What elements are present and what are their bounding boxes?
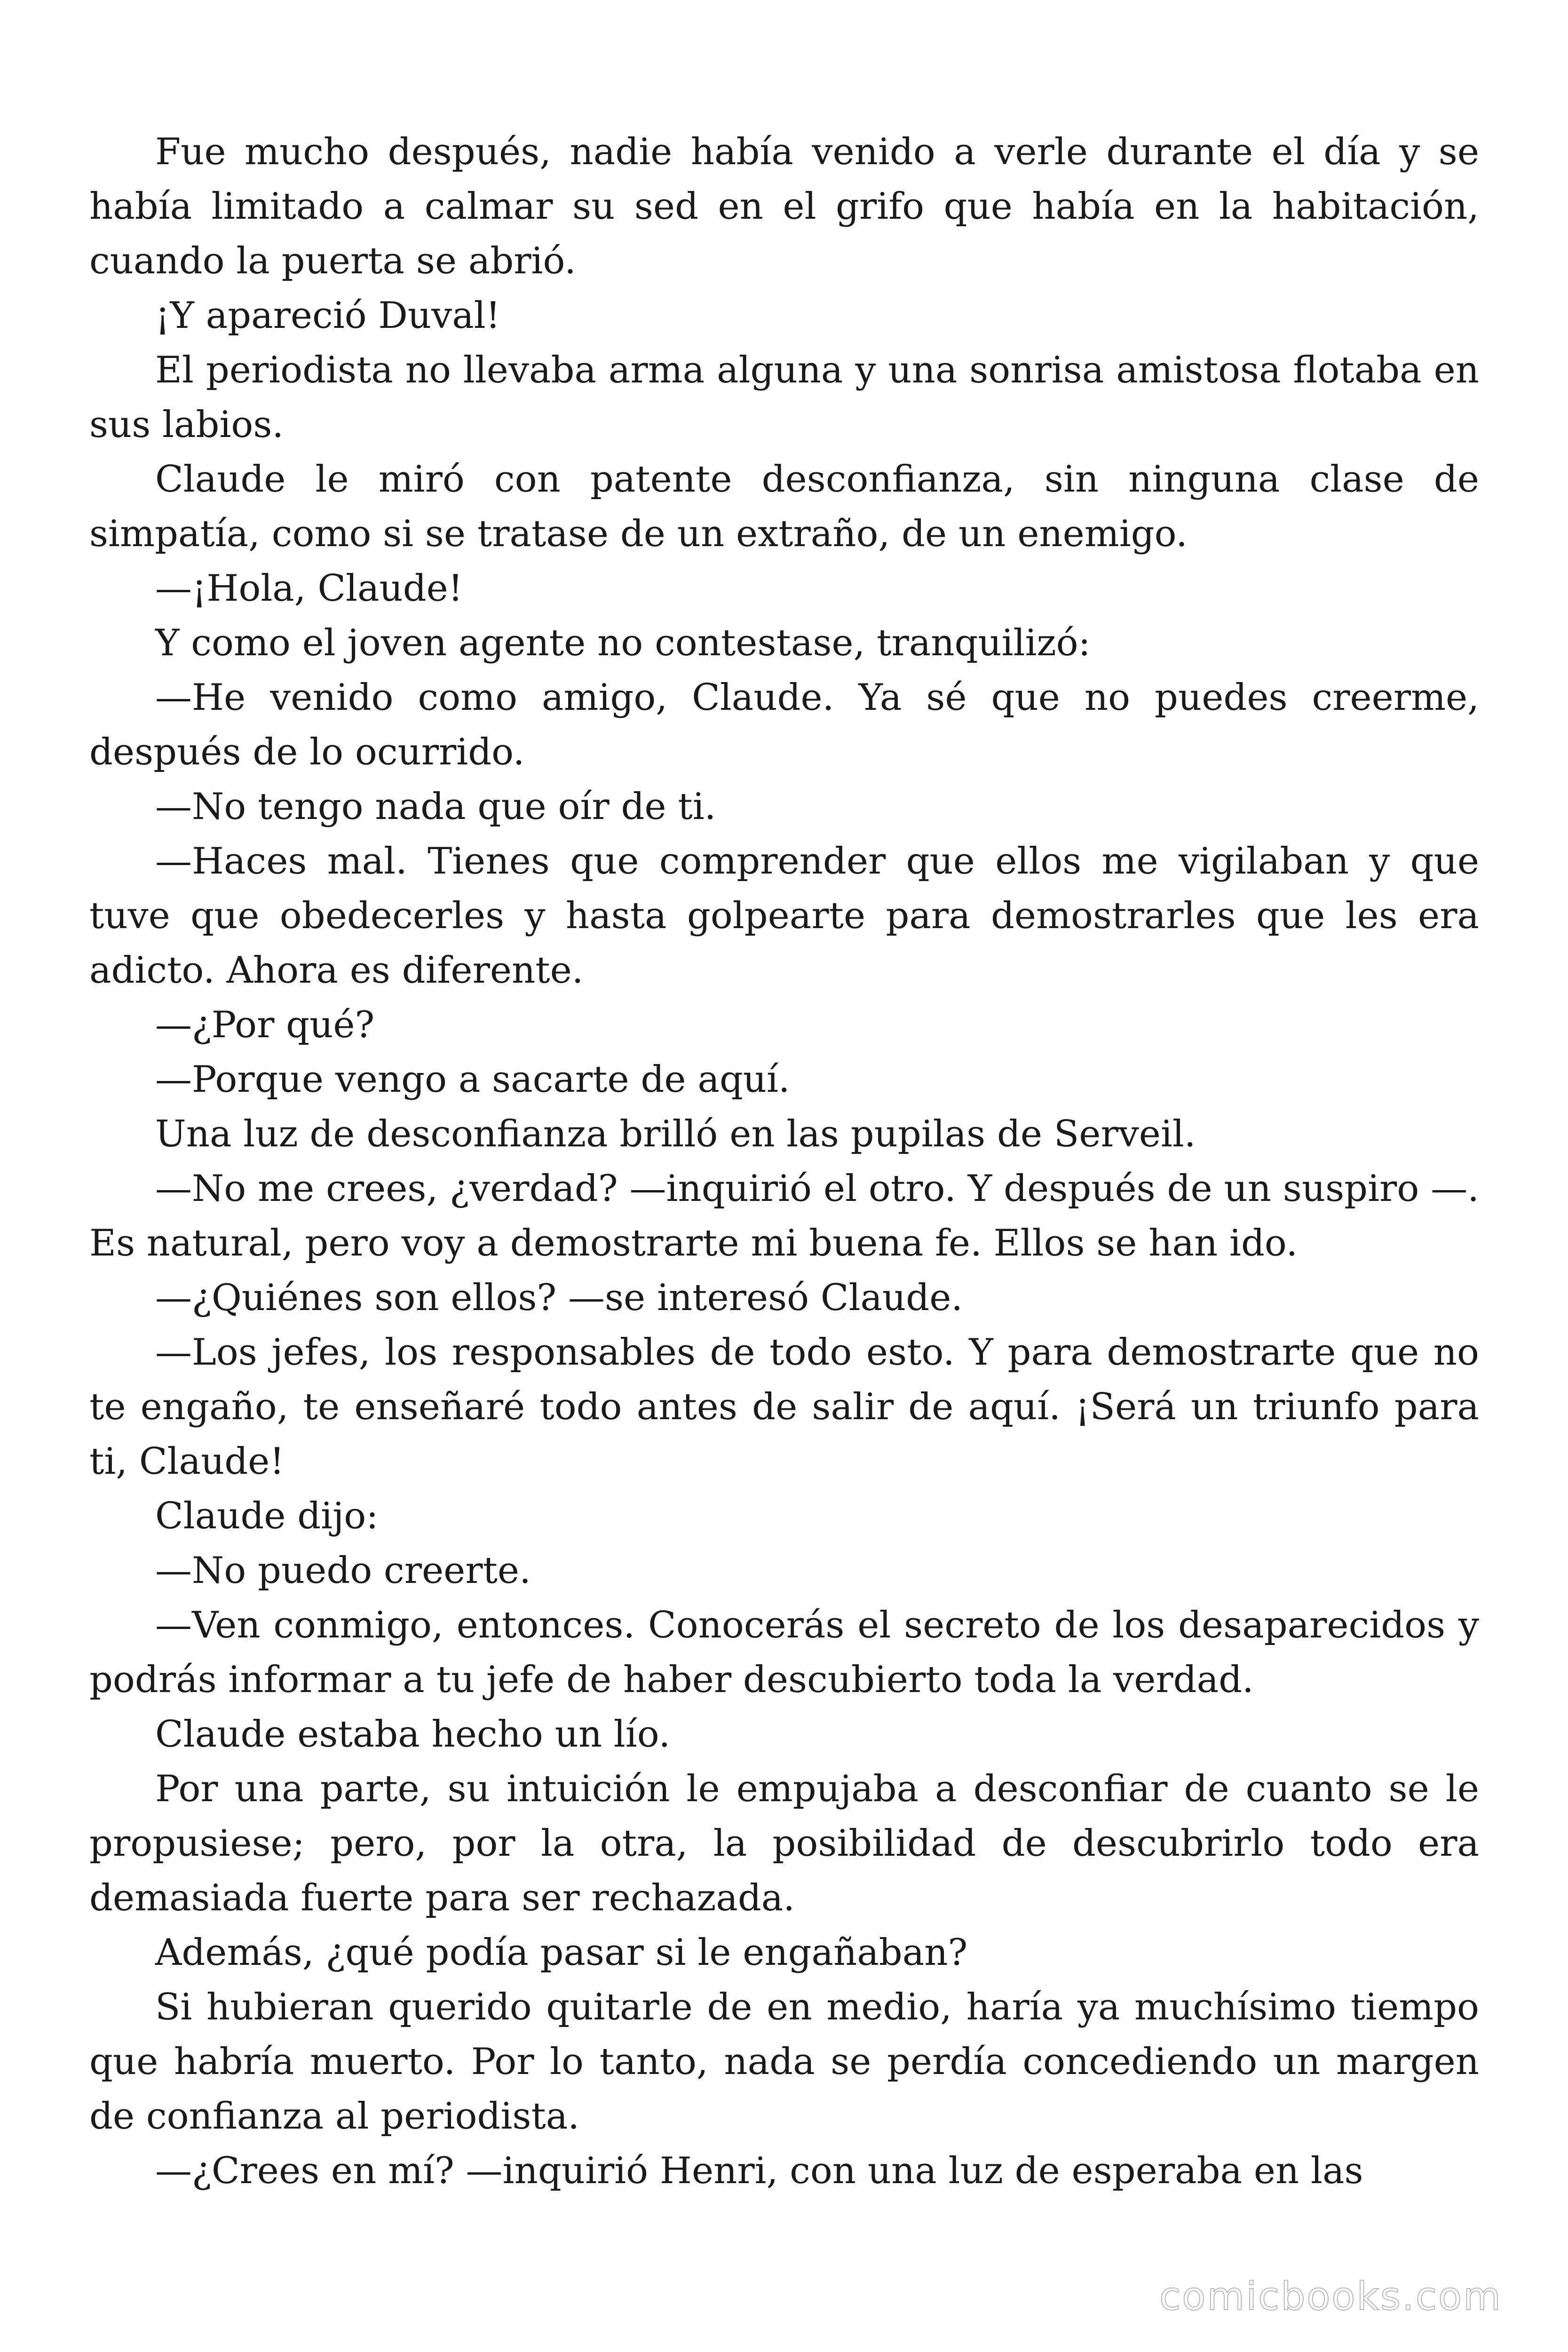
paragraph: Claude dijo: [155,1495,379,1537]
paragraph: Por una parte, su intuición le empujaba a desconfiar de cuanto se le propusiese; pero, por la otra, la posibilidad de descubrirlo todo era demasiada fuerte para ser rechazada. [89,1768,1479,1919]
paragraph: —He venido como amigo, Claude. Ya sé que no puedes creerme, después de lo ocurrido. [89,676,1479,773]
book-page [89,125,1479,2194]
paragraph: Además, ¿qué podía pasar si le engañaban? [155,1931,968,1974]
paragraph: Claude le miró con patente desconfianza, sin ninguna clase de simpatía, como si se tratase de un extraño, de un enemigo. [89,458,1479,555]
paragraph: Claude estaba hecho un lío. [155,1713,671,1756]
paragraph: Y como el joven agente no contestase, tranquilizó: [155,622,1091,664]
paragraph: Una luz de desconfianza brilló en las pupilas de Serveil. [155,1113,1196,1155]
paragraph: —¿Por qué? [155,1004,375,1046]
paragraph: —¿Quiénes son ellos? —se interesó Claude. [155,1277,963,1319]
paragraph: —Porque vengo a sacarte de aquí. [155,1058,790,1101]
paragraph: ¡Y apareció Duval! [155,294,501,337]
paragraph: —No puedo creerte. [155,1549,531,1592]
paragraph: —Ven conmigo, entonces. Conocerás el secreto de los desaparecidos y podrás informar a tu jefe de haber descubierto toda la verdad. [89,1604,1479,1701]
watermark: comicbooks.com [1159,2274,1502,2319]
paragraph: El periodista no llevaba arma alguna y una sonrisa amistosa flotaba en sus labios. [89,349,1479,446]
paragraph: —No tengo nada que oír de ti. [155,786,716,828]
paragraph: Si hubieran querido quitarle de en medio, haría ya muchísimo tiempo que habría muerto. Por lo tanto, nada se perdía concediendo un margen de confianza al periodista. [89,1986,1479,2137]
paragraph: —¡Hola, Claude! [155,567,463,610]
paragraph: —Haces mal. Tienes que comprender que ellos me vigilaban y que tuve que obedecerles y hasta golpearte para demostrarles que les era adicto. Ahora es diferente. [89,840,1479,992]
paragraph: —Los jefes, los responsables de todo esto. Y para demostrarte que no te engaño, te enseñaré todo antes de salir de aquí. ¡Será un triunfo para ti, Claude! [89,1331,1479,1483]
paragraph: Fue mucho después, nadie había venido a verle durante el día y se había limitado a calmar su sed en el grifo que había en la habitación, cuando la puerta se abrió. [89,131,1479,282]
paragraph: —¿Crees en mí? —inquirió Henri, con una luz de esperaba en las [155,2150,1363,2192]
paragraph: —No me crees, ¿verdad? —inquirió el otro. Y después de un suspiro —. Es natural, pero voy a demostrarte mi buena fe. Ellos se han ido. [89,1168,1479,1264]
